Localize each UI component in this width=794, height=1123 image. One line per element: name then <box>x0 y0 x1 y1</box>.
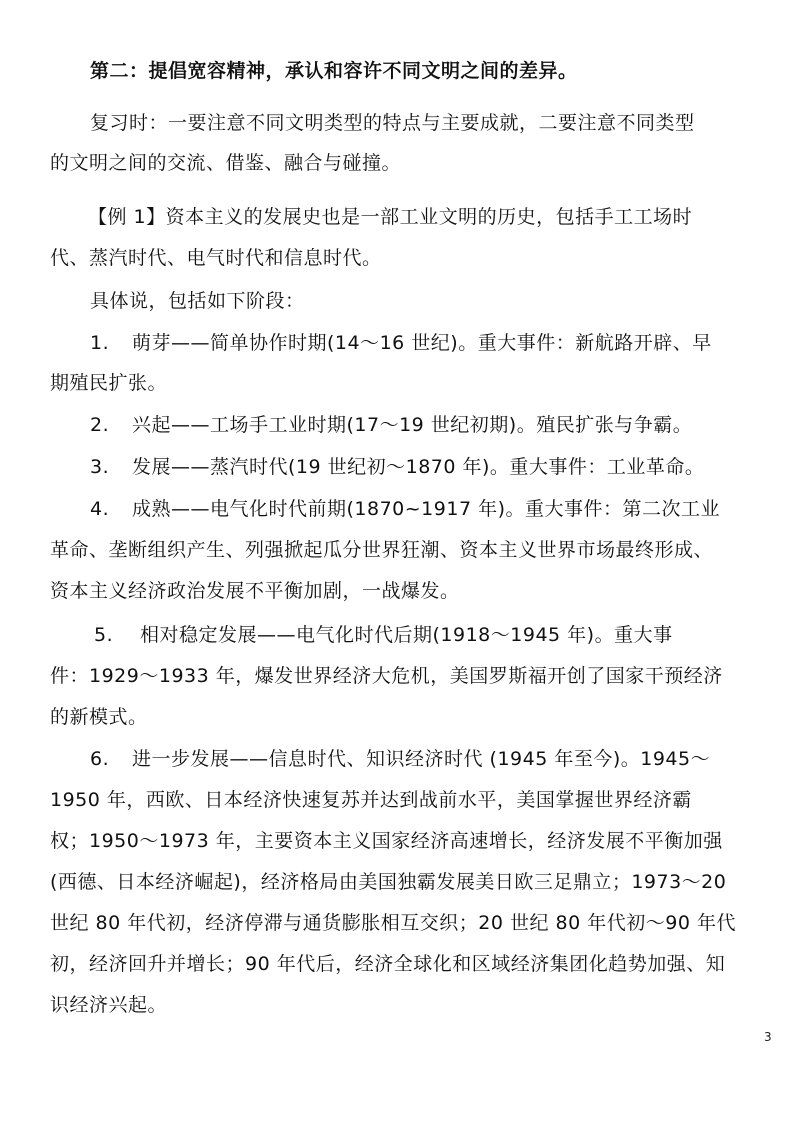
example-intro-line-2: 代、蒸汽时代、电气时代和信息时代。 <box>50 247 382 269</box>
stage-item <box>90 746 710 772</box>
stage-number: 1. <box>90 332 110 354</box>
stage-item <box>90 496 720 522</box>
stage-text-continued: 识经济兴起。 <box>50 994 168 1016</box>
stage-text-continued: 初，经济回升并增长；90 年代后，经济全球化和区域经济集团化趋势加强、知 <box>50 953 726 975</box>
stages-intro: 具体说，包括如下阶段： <box>90 290 305 312</box>
stage-number: 4. <box>90 498 110 520</box>
stage-number: 2. <box>90 414 110 436</box>
example-intro-line-1: 【例 1】资本主义的发展史也是一部工业文明的历史，包括手工工场时 <box>88 206 693 228</box>
stage-text: 发展——蒸汽时代(19 世纪初～1870 年)。重大事件：工业革命。 <box>132 456 705 478</box>
stage-text-continued: 革命、垄断组织产生、列强掀起瓜分世界狂潮、资本主义世界市场最终形成、 <box>50 539 714 561</box>
stage-text: 萌芽——简单协作时期(14～16 世纪)。重大事件：新航路开辟、早 <box>132 332 712 354</box>
stage-text-continued: 1950 年，西欧、日本经济快速复苏并达到战前水平，美国掌握世界经济霸 <box>50 789 692 811</box>
stage-text-continued: 世纪 80 年代初，经济停滞与通货膨胀相互交织；20 世纪 80 年代初～90 年代 <box>50 912 736 934</box>
stage-text-continued: 件：1929～1933 年，爆发世界经济大危机，美国罗斯福开创了国家干预经济 <box>50 665 723 687</box>
stage-text-continued: 的新模式。 <box>50 706 148 728</box>
stage-text: 相对稳定发展——电气化时代后期(1918～1945 年)。重大事 <box>140 624 673 646</box>
stage-text-continued: 权；1950～1973 年，主要资本主义国家经济高速增长，经济发展不平衡加强 <box>50 830 723 852</box>
stage-number: 6. <box>90 748 110 770</box>
stage-item <box>90 412 692 438</box>
review-note-line-2: 的文明之间的交流、借鉴、融合与碰撞。 <box>50 152 402 174</box>
stage-text-continued: 期殖民扩张。 <box>50 372 168 394</box>
stage-text: 兴起——工场手工业时期(17～19 世纪初期)。殖民扩张与争霸。 <box>132 414 693 436</box>
page-number: 3 <box>764 1030 772 1044</box>
stage-number: 5. <box>94 624 114 646</box>
stage-text: 进一步发展——信息时代、知识经济时代 (1945 年至今)。1945～ <box>132 748 711 770</box>
principle-two: 第二：提倡宽容精神，承认和容许不同文明之间的差异。 <box>90 60 578 82</box>
stage-number: 3. <box>90 456 110 478</box>
stage-text-continued: (西德、日本经济崛起)，经济格局由美国独霸发展美日欧三足鼎立；1973～20 <box>50 871 727 893</box>
review-note-line-1: 复习时：一要注意不同文明类型的特点与主要成就，二要注意不同类型 <box>90 112 695 134</box>
stage-item <box>90 330 712 356</box>
stage-item <box>90 454 704 480</box>
stage-text-continued: 资本主义经济政治发展不平衡加剧，一战爆发。 <box>50 580 460 602</box>
stage-text: 成熟——电气化时代前期(1870~1917 年)。重大事件：第二次工业 <box>132 498 720 520</box>
stage-item <box>94 622 673 648</box>
